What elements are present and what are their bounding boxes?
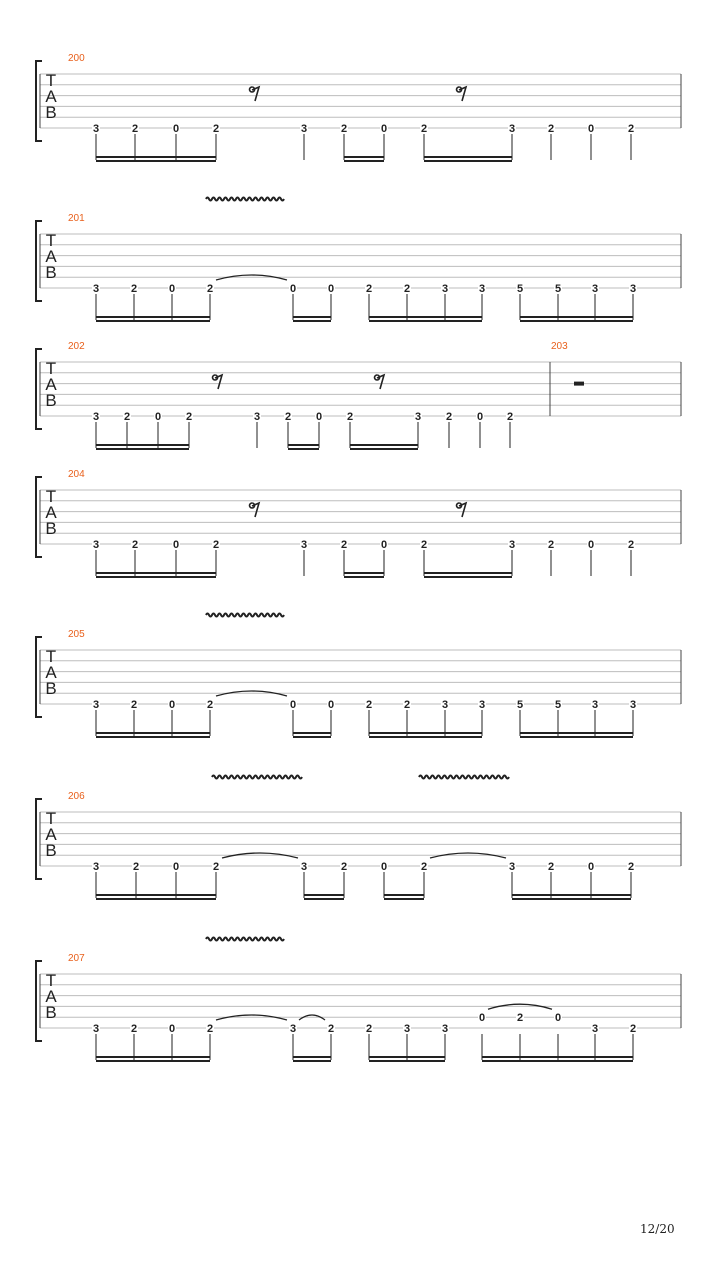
tab-clef-letter: T — [45, 71, 57, 90]
beam-secondary — [512, 898, 631, 900]
fret-number: 0 — [315, 411, 323, 423]
eighth-rest — [457, 87, 466, 101]
beam-primary — [96, 316, 210, 318]
beam-primary — [96, 732, 210, 734]
beam-secondary — [96, 320, 210, 322]
fret-number: 2 — [403, 283, 411, 295]
fret-number: 2 — [130, 1023, 138, 1035]
beam-primary — [96, 1056, 210, 1058]
tab-clef-letter: T — [45, 359, 57, 378]
eighth-rest — [375, 375, 384, 389]
beam-secondary — [369, 736, 482, 738]
fret-number: 2 — [516, 1012, 524, 1025]
fret-number: 0 — [168, 283, 176, 295]
staff-system — [36, 198, 681, 323]
fret-number: 3 — [300, 123, 308, 135]
fret-number: 2 — [340, 539, 348, 551]
tab-clef-letter: B — [45, 1003, 57, 1022]
fret-number: 3 — [441, 1023, 449, 1035]
vibrato-mark — [419, 776, 509, 779]
fret-number: 2 — [130, 283, 138, 295]
fret-number: 2 — [627, 861, 635, 873]
beam-secondary — [96, 1060, 210, 1062]
measure-number: 203 — [551, 341, 568, 352]
beam-primary — [512, 894, 631, 896]
fret-number: 3 — [300, 539, 308, 551]
staff-bracket — [36, 799, 42, 879]
beam-secondary — [520, 320, 633, 322]
staff-system — [36, 614, 681, 739]
tab-clef-letter: T — [45, 647, 57, 666]
beam-primary — [384, 894, 424, 896]
fret-number: 3 — [508, 539, 516, 551]
staff-bracket — [36, 61, 42, 141]
eighth-rest — [213, 375, 222, 389]
tab-clef-letter: A — [45, 375, 57, 394]
beam-secondary — [424, 160, 512, 162]
measure-number: 204 — [68, 469, 85, 480]
beam-secondary — [520, 736, 633, 738]
fret-number: 2 — [420, 539, 428, 551]
fret-number: 2 — [212, 539, 220, 551]
vibrato-mark — [206, 938, 284, 941]
fret-number: 0 — [554, 1012, 562, 1025]
beam-secondary — [288, 448, 319, 450]
fret-number: 2 — [547, 539, 555, 551]
fret-number: 3 — [508, 861, 516, 873]
tab-clef-letter: B — [45, 263, 57, 282]
fret-number: 2 — [420, 123, 428, 135]
beam-secondary — [350, 448, 418, 450]
fret-number: 3 — [92, 861, 100, 873]
fret-number: 2 — [420, 861, 428, 873]
fret-number: 2 — [327, 1023, 335, 1035]
fret-number: 3 — [92, 411, 100, 423]
tab-clef-letter: A — [45, 87, 57, 106]
fret-number: 0 — [327, 283, 335, 295]
fret-number: 2 — [547, 123, 555, 135]
tab-clef-letter: B — [45, 841, 57, 860]
beam-primary — [96, 894, 216, 896]
beam-primary — [293, 1056, 331, 1058]
fret-number: 2 — [547, 861, 555, 873]
fret-number: 2 — [506, 411, 514, 423]
beam-primary — [369, 1056, 445, 1058]
beam-secondary — [369, 1060, 445, 1062]
beam-primary — [344, 572, 384, 574]
staff-system — [36, 938, 681, 1063]
vibrato-mark — [206, 198, 284, 201]
staff-bracket — [36, 477, 42, 557]
fret-number: 2 — [130, 699, 138, 711]
fret-number: 3 — [478, 699, 486, 711]
fret-number: 2 — [185, 411, 193, 423]
fret-number: 3 — [478, 283, 486, 295]
fret-number: 2 — [629, 1023, 637, 1035]
fret-number: 2 — [403, 699, 411, 711]
fret-number: 3 — [591, 1023, 599, 1035]
fret-number: 3 — [591, 699, 599, 711]
fret-number: 2 — [212, 861, 220, 873]
beam-secondary — [96, 160, 216, 162]
fret-number: 0 — [168, 1023, 176, 1035]
beam-secondary — [96, 898, 216, 900]
fret-number: 3 — [289, 1023, 297, 1035]
beam-secondary — [344, 160, 384, 162]
beam-primary — [482, 1056, 633, 1058]
tab-clef-letter: A — [45, 825, 57, 844]
half-rest — [574, 382, 584, 386]
fret-number: 2 — [284, 411, 292, 423]
fret-number: 3 — [92, 539, 100, 551]
measure-number: 205 — [68, 629, 85, 640]
beam-primary — [293, 732, 331, 734]
tab-clef-letter: T — [45, 231, 57, 250]
tab-clef-letter: A — [45, 247, 57, 266]
tab-clef-letter: A — [45, 663, 57, 682]
tab-clef-letter: T — [45, 809, 57, 828]
tab-clef-letter: B — [45, 103, 57, 122]
fret-number: 5 — [554, 699, 562, 711]
fret-number: 2 — [627, 123, 635, 135]
fret-number: 2 — [340, 861, 348, 873]
beam-primary — [350, 444, 418, 446]
fret-number: 0 — [587, 861, 595, 873]
beam-primary — [344, 156, 384, 158]
eighth-rest — [250, 87, 259, 101]
beam-primary — [520, 732, 633, 734]
tab-clef-letter: A — [45, 987, 57, 1006]
vibrato-mark — [206, 614, 284, 617]
fret-number: 0 — [154, 411, 162, 423]
fret-number: 2 — [340, 123, 348, 135]
beam-secondary — [96, 576, 216, 578]
staff-bracket — [36, 961, 42, 1041]
beam-primary — [520, 316, 633, 318]
beam-primary — [424, 156, 512, 158]
fret-number: 0 — [172, 861, 180, 873]
beam-primary — [96, 572, 216, 574]
beam-secondary — [384, 898, 424, 900]
tab-clef-letter: B — [45, 679, 57, 698]
eighth-rest — [250, 503, 259, 517]
beam-secondary — [344, 576, 384, 578]
beam-primary — [424, 572, 512, 574]
fret-number: 3 — [300, 861, 308, 873]
beam-secondary — [293, 320, 331, 322]
staff-bracket — [36, 349, 42, 429]
fret-number: 2 — [212, 123, 220, 135]
measure-number: 207 — [68, 953, 85, 964]
fret-number: 0 — [587, 123, 595, 135]
fret-number: 5 — [516, 699, 524, 711]
fret-number: 3 — [508, 123, 516, 135]
fret-number: 2 — [445, 411, 453, 423]
measure-number: 201 — [68, 213, 85, 224]
fret-number: 0 — [172, 539, 180, 551]
fret-number: 3 — [253, 411, 261, 423]
beam-secondary — [293, 1060, 331, 1062]
staff-system — [36, 53, 681, 162]
fret-number: 0 — [587, 539, 595, 551]
beam-secondary — [96, 448, 189, 450]
beam-secondary — [96, 736, 210, 738]
vibrato-mark — [212, 776, 302, 779]
page-number: 12/20 — [640, 1222, 675, 1236]
tab-clef-letter: T — [45, 487, 57, 506]
fret-number: 2 — [206, 699, 214, 711]
beam-primary — [96, 156, 216, 158]
beam-primary — [288, 444, 319, 446]
measure-number: 202 — [68, 341, 85, 352]
fret-number: 2 — [365, 1023, 373, 1035]
beam-primary — [293, 316, 331, 318]
fret-number: 3 — [629, 283, 637, 295]
fret-number: 2 — [365, 699, 373, 711]
fret-number: 3 — [441, 283, 449, 295]
fret-number: 0 — [168, 699, 176, 711]
fret-number: 3 — [92, 1023, 100, 1035]
eighth-rest — [457, 503, 466, 517]
beam-secondary — [293, 736, 331, 738]
beam-secondary — [304, 898, 344, 900]
beam-primary — [96, 444, 189, 446]
fret-number: 0 — [327, 699, 335, 711]
fret-number: 2 — [627, 539, 635, 551]
fret-number: 2 — [132, 861, 140, 873]
fret-number: 0 — [476, 411, 484, 423]
staff-system — [36, 776, 681, 901]
fret-number: 2 — [131, 123, 139, 135]
fret-number: 5 — [516, 283, 524, 295]
tab-clef-letter: T — [45, 971, 57, 990]
beam-secondary — [482, 1060, 633, 1062]
beam-secondary — [424, 576, 512, 578]
fret-number: 3 — [92, 283, 100, 295]
fret-number: 0 — [289, 283, 297, 295]
fret-number: 0 — [380, 123, 388, 135]
fret-number: 0 — [380, 539, 388, 551]
tab-clef-letter: B — [45, 519, 57, 538]
fret-number: 2 — [123, 411, 131, 423]
fret-number: 2 — [365, 283, 373, 295]
fret-number: 3 — [629, 699, 637, 711]
staff-system — [36, 469, 681, 578]
staff-bracket — [36, 637, 42, 717]
fret-number: 0 — [478, 1012, 486, 1025]
fret-number: 3 — [591, 283, 599, 295]
fret-number: 0 — [172, 123, 180, 135]
fret-number: 0 — [289, 699, 297, 711]
measure-number: 206 — [68, 791, 85, 802]
beam-primary — [369, 732, 482, 734]
beam-secondary — [369, 320, 482, 322]
fret-number: 3 — [441, 699, 449, 711]
fret-number: 3 — [414, 411, 422, 423]
tab-clef-letter: A — [45, 503, 57, 522]
fret-number: 2 — [346, 411, 354, 423]
measure-number: 200 — [68, 53, 85, 64]
fret-number: 5 — [554, 283, 562, 295]
beam-primary — [369, 316, 482, 318]
fret-number: 3 — [403, 1023, 411, 1035]
fret-number: 3 — [92, 123, 100, 135]
fret-number: 0 — [380, 861, 388, 873]
fret-number: 3 — [92, 699, 100, 711]
fret-number: 2 — [206, 283, 214, 295]
staff-system — [36, 341, 681, 450]
tab-clef-letter: B — [45, 391, 57, 410]
fret-number: 2 — [131, 539, 139, 551]
beam-primary — [304, 894, 344, 896]
fret-number: 2 — [206, 1023, 214, 1035]
staff-bracket — [36, 221, 42, 301]
